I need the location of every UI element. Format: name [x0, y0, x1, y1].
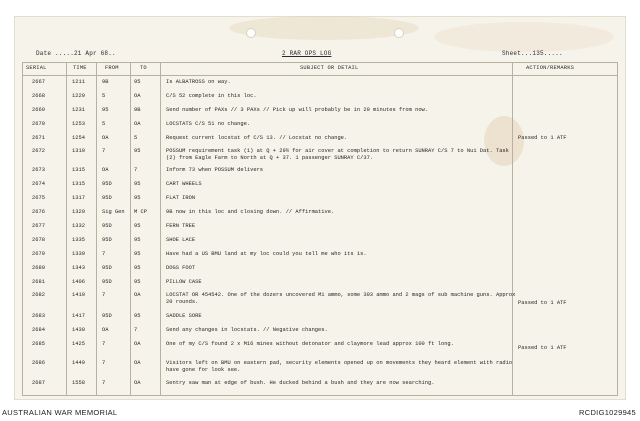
punch-hole: [394, 28, 404, 38]
column-header-serial: SERIAL: [26, 65, 47, 71]
archive-reference: RCDIG1029945: [579, 408, 636, 417]
paper-stain: [434, 22, 614, 52]
column-header-from: FROM: [105, 65, 119, 71]
ops-log-table: SERIAL TIME FROM TO SUBJECT OR DETAIL ACTION/REMARKS 2667 1211 9B 95 Is ALBATROSS on way. 2668 1220 5 OA C/S 52 complete in this loc. 2669 1231 95 9B Send number of PAXs // 3 PAXs // Pick up will probably be in 20 minutes from now. 2670 1253 5 OA LOCSTATS C/S 51 no change. 2671 1254 OA 5 Request current locstat of C/S 13. // Locstat no change. Passed to 1 ATF 2672 1310 7 95 POSSUM requirement task (1) at Q + 29½ for air cover at completion to return SUNRAY C/S 7 to Nui Dat. Task (2) from Eagle Farm to North at Q + 37. 1 passenger SUNRAY C/37. 2673 1315 OA 7 Inform 73 when POSSUM delivers 2674 1315 95D 95 CART WHEELS 2675 1317 95D 95 FLAT IRON 2676 1320 Sig Gen M CP 9B now in this loc and closing down. // Affirmative. 2677 1332 95D 95 FERN TREE 2678 1335 95D 95 SHOE LACE 2679 1339 7 95 Have had a US BMU land at my loc could you tell me who its is. 2680 1343 95D 95 DOGS FOOT 2681 1406 95D 95 PILLOW CASE 2682 1410 7 OA LOCSTAT OR 454542. One of the dozers uncovered M1 ammo, some 303 ammo and 2 mags of sub machine guns. Approx 20 rounds. Passed to 1 ATF 2683 1417 95D 95 SADDLE SORE 2684 1430 OA 7 Send any changes in locstats. // Negative changes. 2685 1425 7 OA One of my C/S found 2 x M16 mines without detonator and claymore lead approx 100 ft long. Passed to 1 ATF 2686 1449 7 OA Visitors left on BMU on eastern pad, security elements opened up on movements they heard element with radio have gone for look see. 2687 1558 7 OA Sentry saw man at edge of bush. He ducked behind a bush and they are now searching.: [22, 62, 618, 396]
archive-credit: AUSTRALIAN WAR MEMORIAL: [2, 408, 118, 417]
paper-stain: [229, 16, 419, 40]
punch-hole: [246, 28, 256, 38]
log-date: Date .....21 Apr 68..: [36, 50, 116, 57]
column-header-action: ACTION/REMARKS: [526, 65, 575, 71]
column-header-time: TIME: [73, 65, 87, 71]
log-title: 2 RAR OPS LOG: [282, 50, 332, 57]
column-header-detail: SUBJECT OR DETAIL: [300, 65, 359, 71]
column-header-to: TO: [140, 65, 147, 71]
log-sheet: [14, 16, 626, 400]
sheet-number: Sheet...135.....: [502, 50, 563, 57]
